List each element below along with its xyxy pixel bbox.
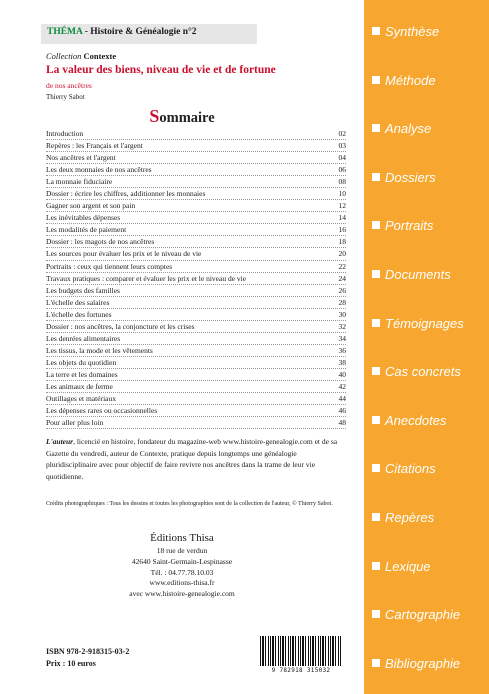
toc-entry (46, 417, 346, 429)
square-bullet-icon (372, 659, 380, 667)
toc-entry-label: Introduction (46, 129, 84, 138)
toc-entry-label: Gagner son argent et son pain (46, 201, 136, 211)
toc-entry-page: 48 (338, 418, 346, 428)
publisher-phone: Tél. : 04.77.78.10.03 (150, 567, 214, 577)
sidebar-item (372, 73, 436, 88)
publisher-name: Éditions Thisa (150, 532, 214, 544)
toc-entry (46, 309, 346, 321)
toc-entry-page: 12 (338, 201, 346, 211)
sidebar-item-label: Méthode (385, 72, 436, 88)
barcode-bars (260, 636, 342, 666)
series-name: - Histoire & Généalogie n°2 (82, 27, 197, 37)
toc-entry-label: Les tissus, la mode et les vêtements (46, 345, 153, 355)
toc-entry-label: Dossier : nos ancêtres, la conjoncture et les crises (46, 321, 195, 331)
toc-entry-label: Repères : les Français et l'argent (46, 141, 143, 151)
toc-entry (46, 200, 346, 212)
toc-entry (46, 297, 346, 309)
publisher-street: 18 rue de verdun (156, 546, 208, 555)
toc-entry (46, 128, 346, 140)
toc-entry-label: Les denrées alimentaires (46, 333, 121, 343)
barcode-digits: 9 782918 315032 (271, 667, 331, 674)
sidebar-item-label: Portraits (385, 218, 434, 234)
sidebar-item-label: Dossiers (385, 169, 436, 185)
sommaire-initial: S (149, 106, 160, 126)
toc-entry-label: Les deux monnaies de nos ancêtres (46, 165, 152, 175)
toc-entry-label: Les objets du quotidien (46, 357, 117, 367)
sidebar-item (372, 559, 431, 574)
publisher-city: 42640 Saint-Germain-Lespinasse (131, 556, 233, 566)
collection-line (46, 51, 116, 61)
toc-entry-label: Les dépenses rares ou occasionnelles (46, 406, 158, 416)
square-bullet-icon (372, 464, 380, 472)
toc-entry-label: Portraits : ceux qui tiennent leurs comptes (46, 261, 173, 271)
toc-entry-page: 22 (338, 261, 346, 271)
toc-entry-page: 32 (338, 321, 346, 331)
toc-entry (46, 381, 346, 393)
collection-name: Contexte (83, 51, 117, 61)
toc-entry (46, 393, 346, 405)
toc-entry-page: 30 (338, 309, 346, 319)
toc-entry-page: 06 (338, 165, 346, 175)
toc-entry-page: 26 (338, 285, 346, 295)
series-label (47, 27, 197, 37)
toc-entry-page: 24 (338, 273, 346, 283)
toc-entry (46, 369, 346, 381)
sidebar-item-label: Bibliographie (385, 655, 461, 671)
square-bullet-icon (372, 124, 380, 132)
sidebar-item (372, 267, 451, 282)
toc-entry (46, 285, 346, 297)
toc-entry-page: 28 (338, 297, 346, 307)
publisher-block (0, 530, 364, 600)
sidebar-item-label: Témoignages (385, 315, 464, 331)
sidebar-item-label: Cas concrets (385, 364, 461, 380)
square-bullet-icon (372, 562, 380, 570)
book-title: La valeur des biens, niveau de vie et de fortune (46, 64, 276, 76)
toc-entry (46, 152, 346, 164)
sidebar-item-label: Analyse (385, 121, 432, 137)
sidebar-item (372, 24, 439, 39)
sidebar-item-label: Citations (385, 461, 436, 477)
sidebar-item-label: Lexique (385, 558, 431, 574)
sidebar-item (372, 510, 434, 525)
sommaire-rest: ommaire (159, 110, 215, 126)
toc-entry-page: 14 (338, 213, 346, 223)
toc-entry-label: La terre et les domaines (46, 369, 118, 379)
toc-entry-page: 10 (338, 189, 346, 199)
toc-entry (46, 164, 346, 176)
sidebar-item (372, 656, 460, 671)
book-subtitle: de nos ancêtres (46, 81, 92, 90)
toc-entry-page: 40 (338, 369, 346, 379)
square-bullet-icon (372, 270, 380, 278)
sidebar-item-label: Cartographie (385, 607, 461, 623)
toc-entry-page: 34 (338, 333, 346, 343)
toc-entry (46, 176, 346, 188)
author-text: , licencié en histoire, fondateur du magazine-web www.histoire-genealogie.com et de sa Gazette du vendredi, auteur de Contexte, pratique depuis longtemps une généalogie pluridisciplinaire avec pour objectif de faire revivre nos ancêtres dans la trame de leur vie quotidienne. (46, 437, 338, 481)
toc-entry-label: Nos ancêtres et l'argent (46, 153, 116, 163)
toc-entry-page: 08 (338, 177, 346, 187)
sidebar-item-label: Anecdotes (385, 412, 447, 428)
sidebar-item (372, 170, 436, 185)
book-author: Thierry Sabot (46, 93, 85, 101)
feature-sidebar (364, 0, 489, 694)
toc-entry (46, 236, 346, 248)
sidebar-item (372, 607, 460, 622)
toc-entry-page: 38 (338, 357, 346, 367)
toc-entry (46, 333, 346, 345)
isbn-number: ISBN 978-2-918315-03-2 (46, 647, 130, 656)
toc-entry-page: 02 (338, 129, 346, 138)
square-bullet-icon (372, 173, 380, 181)
square-bullet-icon (372, 76, 380, 84)
toc-entry-page: 20 (338, 249, 346, 259)
thema-brand: THÉMA (47, 27, 83, 37)
sidebar-item (372, 461, 436, 476)
toc-entry-label: Les modalités de paiement (46, 225, 127, 235)
square-bullet-icon (372, 513, 380, 521)
toc-entry-label: Outillages et matériaux (46, 394, 116, 404)
toc-entry-page: 44 (338, 394, 346, 404)
toc-entry (46, 273, 346, 285)
price: Prix : 10 euros (46, 658, 96, 668)
toc-entry-label: Les animaux de ferme (46, 381, 113, 391)
table-of-contents (46, 128, 346, 429)
author-lead: L'auteur (46, 437, 74, 446)
toc-entry-label: L'échelle des salaires (46, 297, 110, 307)
publisher-website-2: avec www.histoire-genealogie.com (129, 589, 235, 599)
square-bullet-icon (372, 610, 380, 618)
photo-credits: Crédits photographiques : Tous les dessins et toutes les photographies sont de la collection de l'auteur, © Thierry Sabot. (46, 501, 333, 507)
square-bullet-icon (372, 416, 380, 424)
toc-entry-page: 18 (338, 237, 346, 247)
toc-entry-label: Pour aller plus loin (46, 418, 104, 428)
toc-entry-page: 04 (338, 153, 346, 163)
sidebar-item (372, 364, 461, 379)
toc-entry (46, 405, 346, 417)
toc-entry (46, 321, 346, 333)
square-bullet-icon (372, 367, 380, 375)
barcode (258, 636, 344, 676)
toc-entry-page: 42 (338, 381, 346, 391)
toc-entry-page: 46 (338, 406, 346, 416)
toc-entry (46, 248, 346, 260)
toc-entry (46, 345, 346, 357)
toc-entry (46, 357, 346, 369)
collection-prefix: Collection (46, 51, 82, 61)
toc-entry (46, 140, 346, 152)
toc-entry-label: Les inévitables dépenses (46, 213, 121, 223)
toc-entry (46, 224, 346, 236)
isbn-block (46, 646, 129, 669)
toc-entry (46, 261, 346, 273)
sidebar-item (372, 218, 433, 233)
toc-entry-label: Dossier : les magots de nos ancêtres (46, 237, 155, 247)
toc-entry-page: 16 (338, 225, 346, 235)
sidebar-item (372, 413, 446, 428)
toc-entry-label: Dossier : écrire les chiffres, additionner les monnaies (46, 189, 206, 199)
sidebar-item (372, 316, 464, 331)
series-banner (41, 24, 257, 44)
toc-entry-page: 36 (338, 345, 346, 355)
toc-entry (46, 188, 346, 200)
square-bullet-icon (372, 221, 380, 229)
square-bullet-icon (372, 27, 380, 35)
toc-entry-label: L'échelle des fortunes (46, 309, 112, 319)
toc-entry-label: La monnaie fiduciaire (46, 177, 113, 187)
toc-entry-label: Les sources pour évaluer les prix et le niveau de vie (46, 249, 202, 259)
square-bullet-icon (372, 319, 380, 327)
sidebar-item-label: Documents (385, 267, 451, 282)
toc-entry (46, 212, 346, 224)
toc-entry-label: Travaux pratiques : comparer et évaluer les prix et le niveau de vie (46, 273, 247, 283)
sommaire-heading (0, 106, 364, 127)
sidebar-item (372, 121, 431, 136)
author-description (46, 436, 346, 482)
toc-entry-label: Les budgets des familles (46, 285, 120, 295)
publisher-website: www.editions-thisa.fr (149, 578, 215, 588)
sidebar-item-label: Synthèse (385, 24, 440, 39)
toc-entry-page: 03 (338, 141, 346, 151)
sidebar-item-label: Repères (385, 510, 435, 525)
